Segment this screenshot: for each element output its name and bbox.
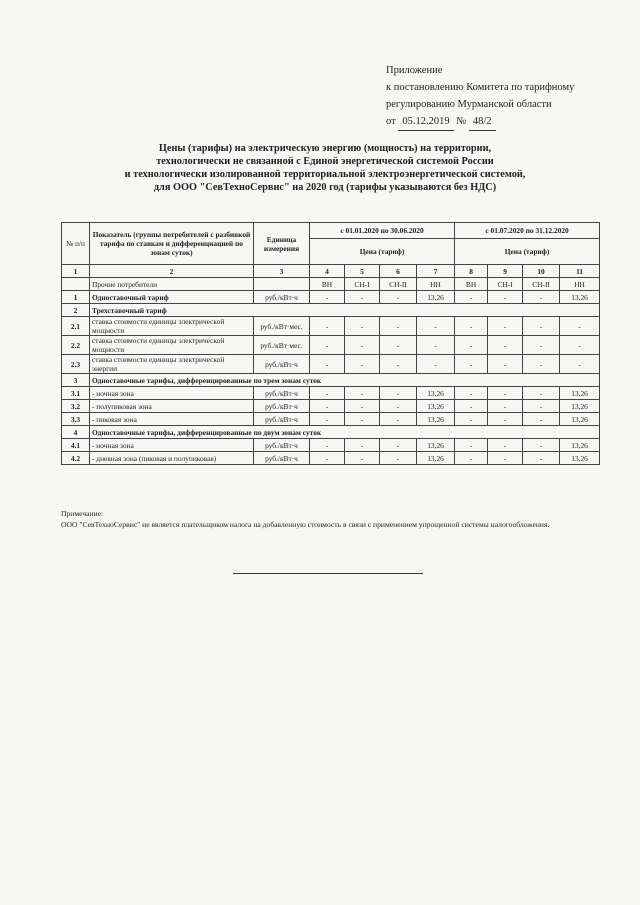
tariff-value: 13,26 xyxy=(560,387,600,400)
tariff-value: - xyxy=(380,317,417,336)
section-row xyxy=(62,374,600,387)
tariff-value: - xyxy=(455,355,488,374)
number-label: № xyxy=(456,116,467,127)
header-period1: с 01.01.2020 по 30.06.2020 xyxy=(310,223,455,239)
row-label: ставка стоимости единицы электрической мощности xyxy=(90,336,254,355)
column-number: 10 xyxy=(523,265,560,278)
signature-line xyxy=(233,573,423,574)
tariff-value: 13,26 xyxy=(417,400,455,413)
tariff-value: - xyxy=(523,413,560,426)
tariff-value: - xyxy=(380,291,417,304)
row-number: 4.1 xyxy=(62,439,90,452)
tariff-value: 13,26 xyxy=(560,291,600,304)
tariff-value: - xyxy=(455,439,488,452)
table-row xyxy=(62,439,600,452)
row-number: 2.3 xyxy=(62,355,90,374)
tariff-value: - xyxy=(488,387,523,400)
row-label: Одноставочный тариф xyxy=(90,291,254,304)
tariff-value: - xyxy=(488,336,523,355)
tariff-value: - xyxy=(380,400,417,413)
header-period2: с 01.07.2020 по 31.12.2020 xyxy=(455,223,600,239)
row-unit: руб./кВт·мес. xyxy=(254,317,310,336)
column-number-row xyxy=(62,265,600,278)
tariff-value: - xyxy=(310,291,345,304)
row-unit: руб./кВт·ч xyxy=(254,439,310,452)
tariff-value: - xyxy=(523,452,560,465)
table-row xyxy=(62,413,600,426)
tariff-value: - xyxy=(523,317,560,336)
tariff-value: - xyxy=(523,291,560,304)
tariff-value: - xyxy=(523,336,560,355)
tariff-value: - xyxy=(560,317,600,336)
voltage-level: НН xyxy=(417,278,455,291)
tariff-value: - xyxy=(488,452,523,465)
row-label: - дневная зона (пиковая и полупиковая) xyxy=(90,452,254,465)
tariff-value: - xyxy=(345,355,380,374)
tariff-value: - xyxy=(488,400,523,413)
row-label: - ночная зона xyxy=(90,439,254,452)
tariff-value: - xyxy=(345,317,380,336)
row-label: Одноставочные тарифы, дифференцированные по двум зонам суток xyxy=(90,426,600,439)
tariff-value: - xyxy=(560,355,600,374)
voltage-row-unit xyxy=(254,278,310,291)
row-number: 4 xyxy=(62,426,90,439)
tariff-value: 13,26 xyxy=(560,452,600,465)
header-price1: Цена (тариф) xyxy=(310,239,455,265)
tariff-value: - xyxy=(310,439,345,452)
voltage-level: СН-II xyxy=(523,278,560,291)
tariff-value: - xyxy=(345,400,380,413)
tariff-value: - xyxy=(455,387,488,400)
title-line4: для ООО "СевТехноСервис" на 2020 год (тарифы указываются без НДС) xyxy=(153,182,497,193)
tariff-value: - xyxy=(380,413,417,426)
tariff-value: 13,26 xyxy=(417,439,455,452)
row-label: Одноставочные тарифы, дифференцированные по трем зонам суток xyxy=(90,374,600,387)
tariff-value: - xyxy=(417,317,455,336)
title-line2: технологически не связанной с Единой энергетической системой России xyxy=(156,156,494,167)
row-label: - ночная зона xyxy=(90,387,254,400)
tariff-value: 13,26 xyxy=(560,439,600,452)
section-row xyxy=(62,304,600,317)
row-number: 2.2 xyxy=(62,336,90,355)
row-unit: руб./кВт·ч xyxy=(254,400,310,413)
tariff-value: - xyxy=(380,336,417,355)
row-unit: руб./кВт·мес. xyxy=(254,336,310,355)
row-number: 3.2 xyxy=(62,400,90,413)
voltage-row-num xyxy=(62,278,90,291)
table-row xyxy=(62,355,600,374)
header-num: № п/п xyxy=(62,223,90,265)
appendix-date-line xyxy=(386,113,626,131)
voltage-level: СН-II xyxy=(380,278,417,291)
column-number: 8 xyxy=(455,265,488,278)
tariff-value: - xyxy=(345,291,380,304)
tariff-value: - xyxy=(380,439,417,452)
title-line1: Цены (тарифы) на электрическую энергию (мощность) на территории, xyxy=(158,143,492,154)
row-label: - пиковая зона xyxy=(90,413,254,426)
tariff-value: - xyxy=(455,291,488,304)
section-row xyxy=(62,426,600,439)
tariff-value: - xyxy=(523,439,560,452)
tariff-value: - xyxy=(345,387,380,400)
appendix-block xyxy=(386,62,626,131)
tariff-value: 13,26 xyxy=(560,400,600,413)
column-number: 3 xyxy=(254,265,310,278)
row-label: ставка стоимости единицы электрической мощности xyxy=(90,317,254,336)
column-number: 1 xyxy=(62,265,90,278)
tariff-value: 13,26 xyxy=(417,413,455,426)
tariff-value: - xyxy=(345,439,380,452)
tariff-value: - xyxy=(523,400,560,413)
tariff-value: - xyxy=(523,355,560,374)
tariff-value: 13,26 xyxy=(417,291,455,304)
row-number: 2.1 xyxy=(62,317,90,336)
tariff-value: - xyxy=(345,336,380,355)
tariff-value: - xyxy=(455,317,488,336)
row-number: 2 xyxy=(62,304,90,317)
row-unit: руб./кВт·ч xyxy=(254,452,310,465)
tariff-value: - xyxy=(455,400,488,413)
note-text: ООО "СевТехноСервис" не является плательщиком налога на добавленную стоимость в связи с применением упрощенной системы налогообложения. xyxy=(61,520,550,529)
tariff-value: - xyxy=(380,355,417,374)
header-indicator: Показатель (группы потребителей с разбивкой тарифа по ставкам и дифференциацией по зонам суток) xyxy=(90,223,254,265)
voltage-level: ВН xyxy=(455,278,488,291)
table-row xyxy=(62,291,600,304)
column-number: 7 xyxy=(417,265,455,278)
tariff-value: - xyxy=(560,336,600,355)
tariff-value: - xyxy=(417,336,455,355)
tariff-value: - xyxy=(310,413,345,426)
voltage-level: СН-I xyxy=(345,278,380,291)
row-unit: руб./кВт·ч xyxy=(254,413,310,426)
header-unit: Единица измерения xyxy=(254,223,310,265)
row-unit: руб./кВт·ч xyxy=(254,387,310,400)
tariff-value: - xyxy=(380,387,417,400)
decree-number: 48/2 xyxy=(469,113,496,131)
tariff-value: - xyxy=(345,413,380,426)
voltage-level: СН-I xyxy=(488,278,523,291)
row-unit: руб./кВт·ч xyxy=(254,291,310,304)
column-number: 11 xyxy=(560,265,600,278)
tariff-value: - xyxy=(488,317,523,336)
tariff-value: 13,26 xyxy=(560,413,600,426)
table-row xyxy=(62,336,600,355)
appendix-line3: регулированию Мурманской области xyxy=(386,99,552,110)
column-number: 4 xyxy=(310,265,345,278)
tariff-value: - xyxy=(310,336,345,355)
tariff-value: - xyxy=(455,452,488,465)
tariff-value: 13,26 xyxy=(417,387,455,400)
note-block xyxy=(61,508,581,530)
column-number: 6 xyxy=(380,265,417,278)
from-label: от xyxy=(386,116,396,127)
tariff-value: - xyxy=(310,452,345,465)
tariff-value: - xyxy=(310,387,345,400)
tariff-value: - xyxy=(488,413,523,426)
tariff-value: - xyxy=(380,452,417,465)
document-title xyxy=(90,142,560,194)
row-label: - полупиковая зона xyxy=(90,400,254,413)
tariff-value: - xyxy=(417,355,455,374)
voltage-level: НН xyxy=(560,278,600,291)
table-row xyxy=(62,387,600,400)
title-line3: и технологически изолированной территориальной электроэнергетической системой, xyxy=(124,169,526,180)
row-label: Трехставочный тариф xyxy=(90,304,600,317)
voltage-level: ВН xyxy=(310,278,345,291)
column-number: 9 xyxy=(488,265,523,278)
header-price2: Цена (тариф) xyxy=(455,239,600,265)
row-unit: руб./кВт·ч xyxy=(254,355,310,374)
tariff-value: - xyxy=(523,387,560,400)
appendix-line1: Приложение xyxy=(386,65,443,76)
tariff-value: - xyxy=(488,291,523,304)
tariff-value: - xyxy=(455,336,488,355)
tariff-value: - xyxy=(488,355,523,374)
tariff-table-body xyxy=(62,223,600,465)
row-label: ставка стоимости единицы электрической энергии xyxy=(90,355,254,374)
row-number: 4.2 xyxy=(62,452,90,465)
tariff-value: - xyxy=(345,452,380,465)
voltage-row xyxy=(62,278,600,291)
tariff-value: - xyxy=(310,400,345,413)
column-number: 5 xyxy=(345,265,380,278)
row-number: 1 xyxy=(62,291,90,304)
row-number: 3.3 xyxy=(62,413,90,426)
tariff-value: - xyxy=(310,355,345,374)
note-label: Примечание: xyxy=(61,509,104,518)
tariff-value: - xyxy=(310,317,345,336)
tariff-table xyxy=(61,222,600,465)
table-row xyxy=(62,317,600,336)
appendix-line2: к постановлению Комитета по тарифному xyxy=(386,82,575,93)
row-number: 3.1 xyxy=(62,387,90,400)
row-number: 3 xyxy=(62,374,90,387)
tariff-value: - xyxy=(455,413,488,426)
other-consumers: Прочие потребители xyxy=(90,278,254,291)
tariff-value: 13,26 xyxy=(417,452,455,465)
table-row xyxy=(62,452,600,465)
table-row xyxy=(62,400,600,413)
tariff-value: - xyxy=(488,439,523,452)
column-number: 2 xyxy=(90,265,254,278)
decree-date: 05.12.2019 xyxy=(398,113,453,131)
